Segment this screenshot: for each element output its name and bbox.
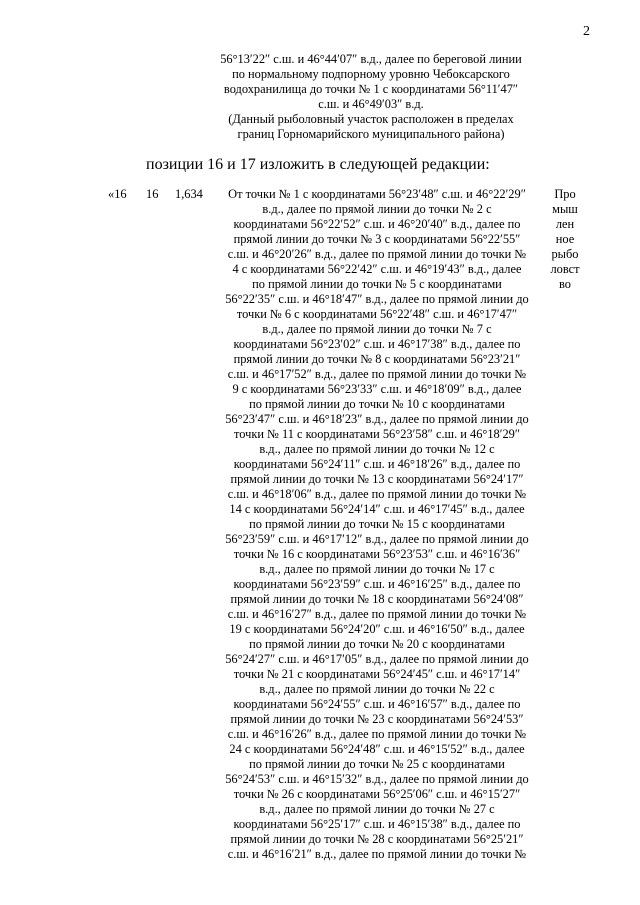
description-line: прямой линии до точки № 23 с координатами 56°24′53″ [230,712,524,726]
description-line: с.ш. и 46°18′06″ в.д., далее по прямой линии до точки № [227,487,527,501]
description-line: в.д., далее по прямой линии до точки № 27 с [259,802,495,816]
description-line: 4 с координатами 56°22′42″ с.ш. и 46°19′43″ в.д., далее [232,262,522,276]
description-line: 56°23′59″ с.ш. и 46°17′12″ в.д., далее по прямой линии до [225,532,529,546]
description-line: в.д., далее по прямой линии до точки № 2 с [262,202,492,216]
description-line: координатами 56°22′52″ с.ш. и 46°20′40″ в.д., далее по [233,217,521,231]
description-line: точки № 26 с координатами 56°25′06″ с.ш. и 46°15′27″ [233,787,521,801]
description-line: прямой линии до точки № 18 с координатами 56°24′08″ [230,592,524,606]
description-line: в.д., далее по прямой линии до точки № 12 с [259,442,495,456]
description-line: по прямой линии до точки № 5 с координатами [252,277,502,291]
usage-type-line: ловст [550,262,580,276]
description-line: с.ш. и 46°16′26″ в.д., далее по прямой линии до точки № [227,727,527,741]
description-line: От точки № 1 с координатами 56°23′48″ с.ш. и 46°22′29″ [228,187,526,201]
description-line: 9 с координатами 56°23′33″ с.ш. и 46°18′09″ в.д., далее [232,382,522,396]
description-line: по прямой линии до точки № 20 с координатами [249,637,505,651]
intro-line: (Данный рыболовный участок расположен в пределах [228,112,514,126]
description-line: 19 с координатами 56°24′20″ с.ш. и 46°16′50″ в.д., далее [229,622,525,636]
intro-line: 56°13′22″ с.ш. и 46°44′07″ в.д., далее по береговой линии [220,52,522,66]
description-line: 56°22′35″ с.ш. и 46°18′47″ в.д., далее по прямой линии до [225,292,529,306]
intro-line: границ Горномарийского муниципального района) [237,127,505,141]
description-line: прямой линии до точки № 3 с координатами 56°22′55″ [233,232,521,246]
description-line: с.ш. и 46°16′27″ в.д., далее по прямой линии до точки № [227,607,527,621]
description-line: по прямой линии до точки № 15 с координатами [249,517,505,531]
description-line: в.д., далее по прямой линии до точки № 7 с [262,322,492,336]
section-heading: позиции 16 и 17 изложить в следующей редакции: [146,156,490,173]
description-line: 24 с координатами 56°24′48″ с.ш. и 46°15′52″ в.д., далее [229,742,525,756]
description-line: точки № 6 с координатами 56°22′48″ с.ш. и 46°17′47″ [236,307,518,321]
description-line: прямой линии до точки № 8 с координатами 56°23′21″ [233,352,521,366]
row-prefix: «16 [108,187,127,201]
description-line: 56°23′47″ с.ш. и 46°18′23″ в.д., далее по прямой линии до [225,412,529,426]
description-line: с.ш. и 46°16′21″ в.д., далее по прямой линии до точки № [227,847,527,861]
intro-line: с.ш. и 46°49′03″ в.д. [318,97,424,111]
description-line: по прямой линии до точки № 25 с координатами [249,757,505,771]
description-line: в.д., далее по прямой линии до точки № 17 с [259,562,495,576]
page-number: 2 [583,24,590,39]
row-description [214,187,540,862]
intro-line: по нормальному подпорному уровню Чебоксарского [232,67,510,81]
description-line: 56°24′27″ с.ш. и 46°17′05″ в.д., далее по прямой линии до [225,652,529,666]
intro-paragraph [200,52,542,142]
description-line: координатами 56°24′11″ с.ш. и 46°18′26″ в.д., далее по [233,457,521,471]
description-line: в.д., далее по прямой линии до точки № 22 с [259,682,495,696]
row-usage-type [547,187,583,292]
usage-type-line: рыбо [551,247,579,261]
description-line: 56°24′53″ с.ш. и 46°15′32″ в.д., далее по прямой линии до [225,772,529,786]
description-line: с.ш. и 46°17′52″ в.д., далее по прямой линии до точки № [227,367,527,381]
description-line: координатами 56°25′17″ с.ш. и 46°15′38″ в.д., далее по [233,817,521,831]
description-line: координатами 56°23′02″ с.ш. и 46°17′38″ в.д., далее по [233,337,521,351]
usage-type-line: мыш [552,202,578,216]
description-line: с.ш. и 46°20′26″ в.д., далее по прямой линии до точки № [227,247,527,261]
description-line: точки № 11 с координатами 56°23′58″ с.ш. и 46°18′29″ [234,427,520,441]
description-line: по прямой линии до точки № 10 с координатами [249,397,505,411]
intro-line: водохранилища до точки № 1 с координатами 56°11′47″ [223,82,519,96]
description-line: прямой линии до точки № 28 с координатами 56°25′21″ [230,832,524,846]
usage-type-line: лен [555,217,575,231]
description-line: прямой линии до точки № 13 с координатами 56°24′17″ [230,472,524,486]
row-number: 16 [146,187,159,201]
description-line: 14 с координатами 56°24′14″ с.ш. и 46°17′45″ в.д., далее [229,502,525,516]
usage-type-line: Про [554,187,576,201]
usage-type-line: во [559,277,571,291]
description-line: координатами 56°23′59″ с.ш. и 46°16′25″ в.д., далее по [233,577,521,591]
row-area: 1,634 [175,187,203,201]
description-line: точки № 21 с координатами 56°24′45″ с.ш. и 46°17′14″ [233,667,521,681]
description-line: точки № 16 с координатами 56°23′53″ с.ш. и 46°16′36″ [233,547,521,561]
usage-type-line: ное [555,232,575,246]
description-line: координатами 56°24′55″ с.ш. и 46°16′57″ в.д., далее по [233,697,521,711]
